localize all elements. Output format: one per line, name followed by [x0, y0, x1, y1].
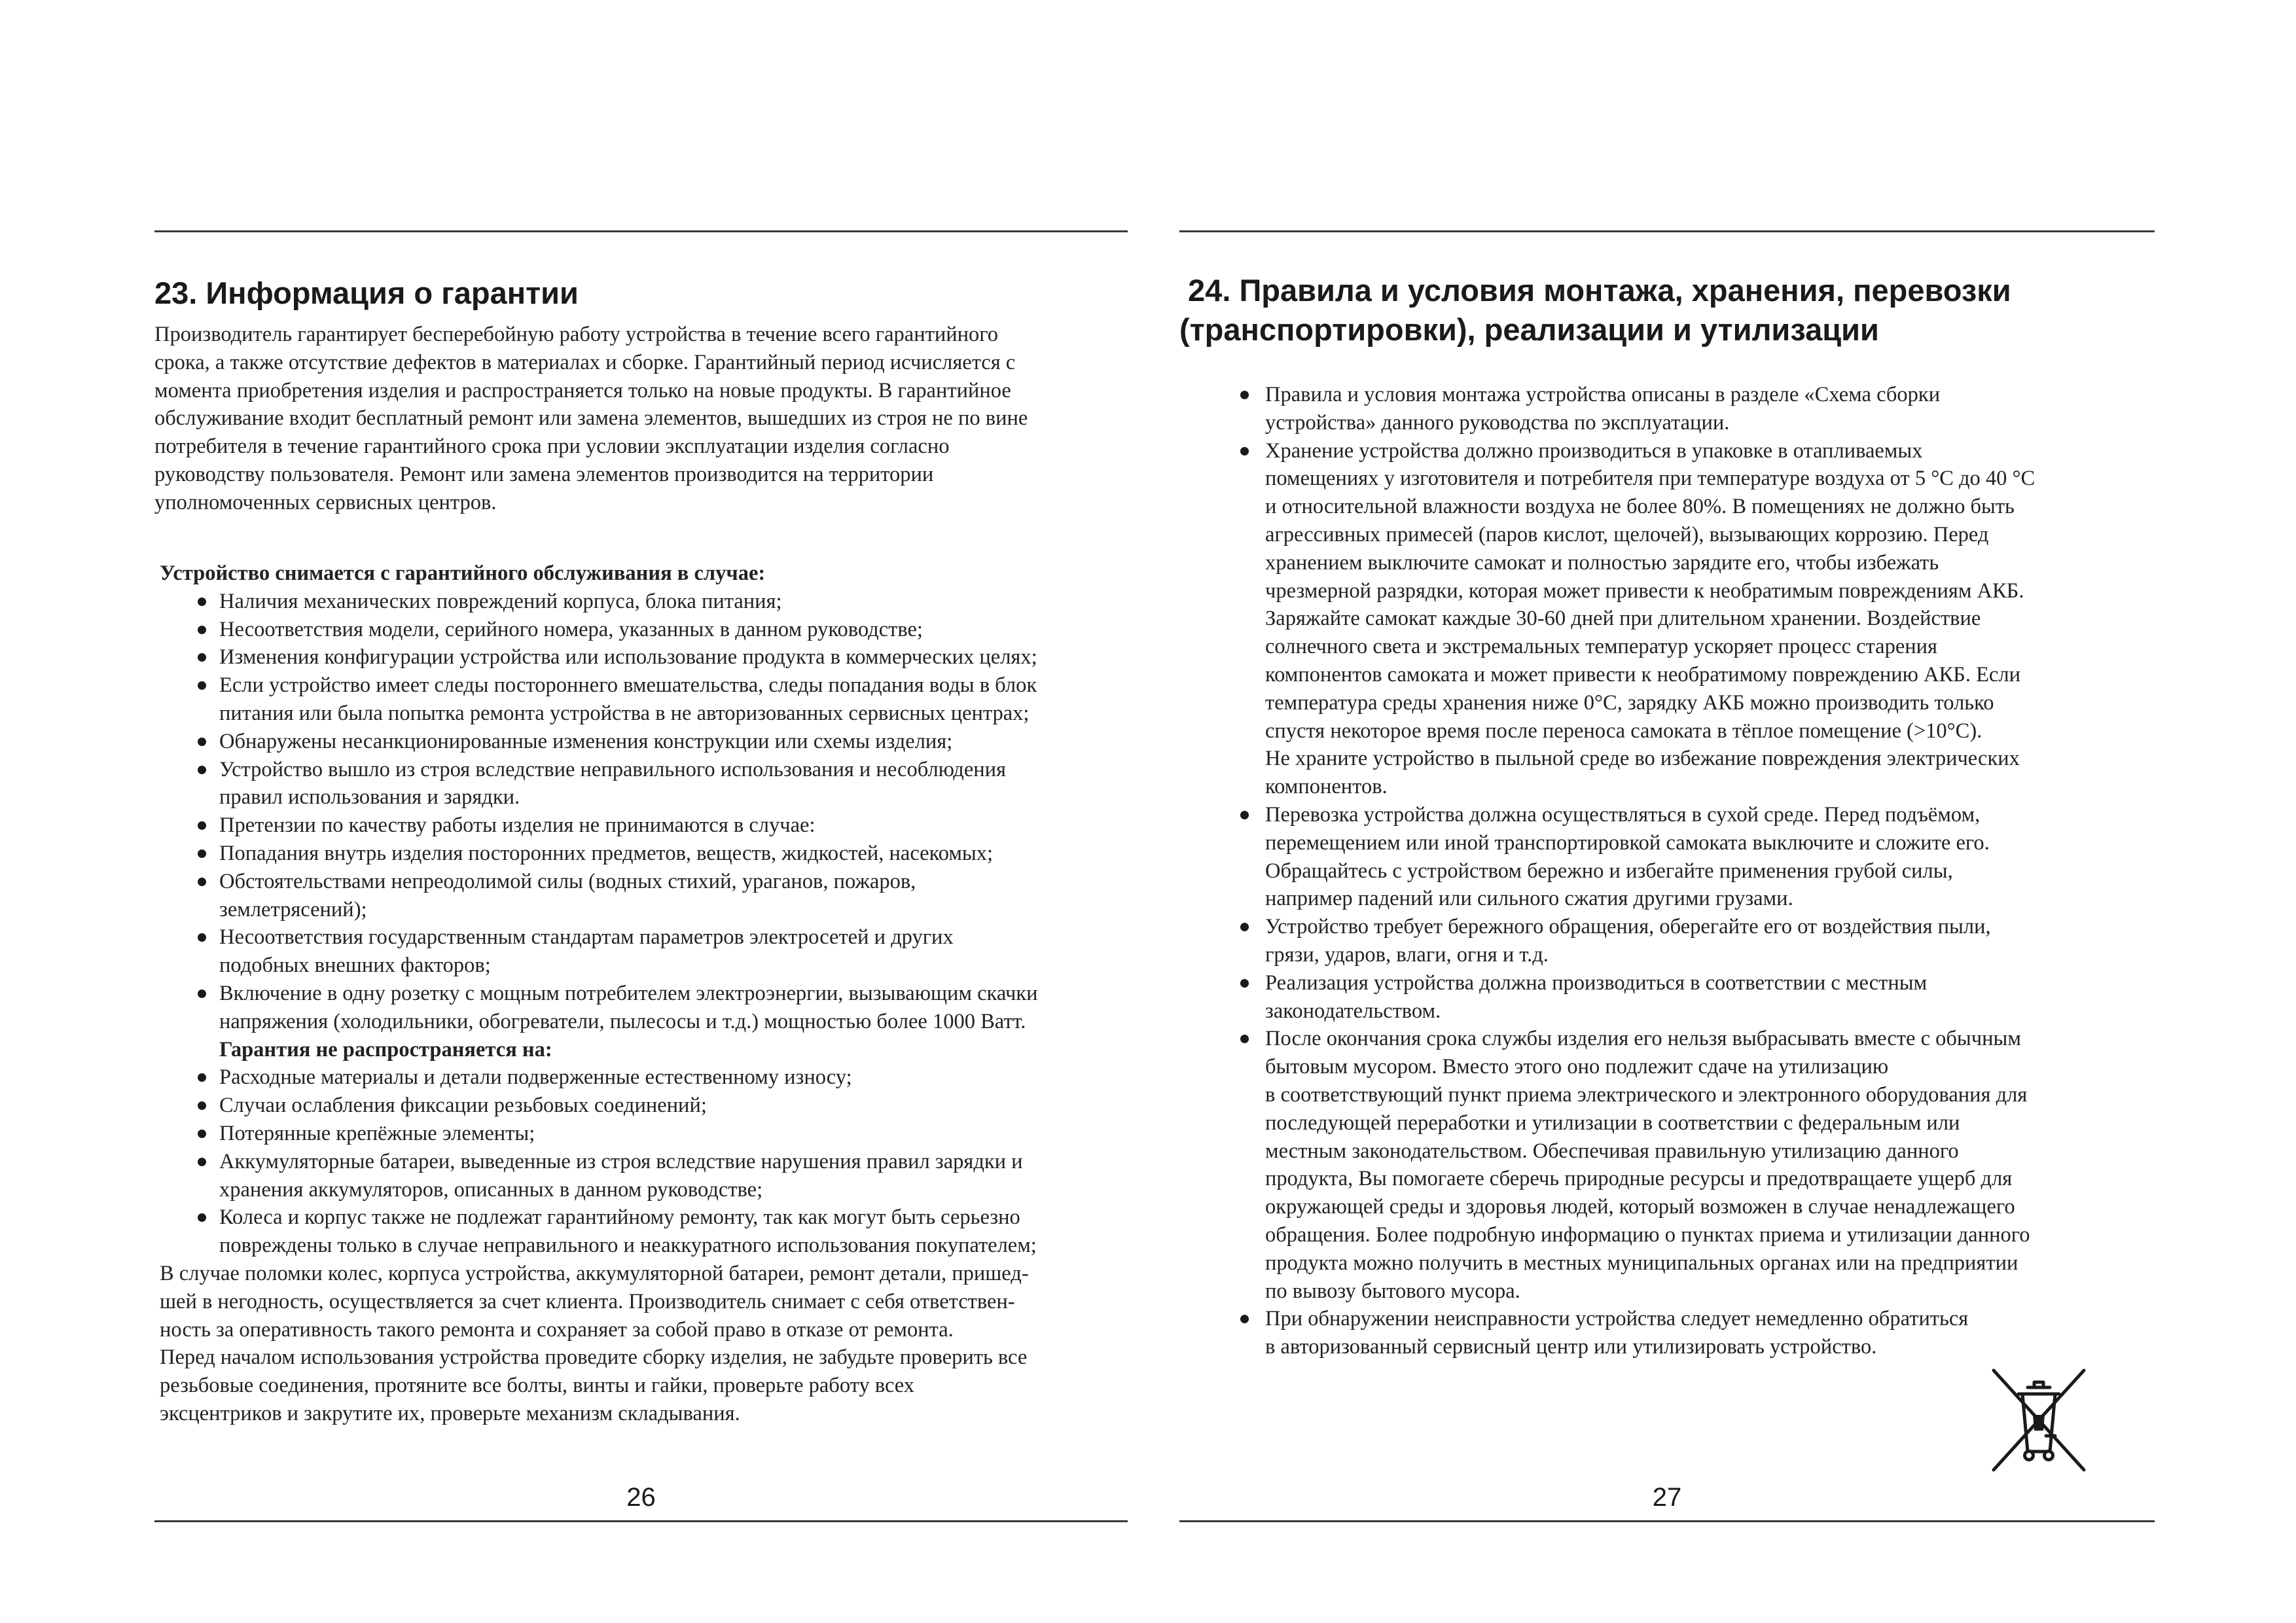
top-rule — [1179, 230, 2155, 232]
bottom-rule — [154, 1520, 1128, 1522]
list-item: Случаи ослабления фиксации резьбовых соединений; — [160, 1092, 1128, 1120]
warranty-intro — [154, 321, 1130, 517]
list-item: Изменения конфигурации устройства или использование продукта в коммерческих целях; — [160, 643, 1128, 671]
section-24-heading: 24. Правила и условия монтажа, хранения, перевозки (транспортировки), реализации и утилизации — [1179, 273, 2011, 347]
crossed-out-wheelie-bin-icon — [1990, 1368, 2088, 1472]
list-item: Реализация устройства должна производиться в соответствии с местным законодательством. — [1206, 969, 2148, 1026]
exclusion-list — [160, 588, 1128, 1036]
list-item: Попадания внутрь изделия посторонних предметов, веществ, жидкостей, насекомых; — [160, 840, 1128, 868]
not-covered-list — [160, 1063, 1128, 1260]
page-26 — [154, 0, 1128, 1623]
intro-line: руководству пользователя. Ремонт или замена элементов производится на территории — [154, 462, 934, 486]
intro-line: потребителя в течение гарантийного срока при условии эксплуатации изделия согласно — [154, 435, 950, 459]
list-item: Хранение устройства должно производиться в упаковке в отапливаемых помещениях у изготовителя и потребителя при температуре воздуха от 5 °С до 40 °С и относительной влажности воздуха не более 80%. В помещениях не должно быть агрессивных примесей (паров кислот, щелочей), вызывающих коррозию. Перед хранением выключите самокат и полностью зарядите его, чтобы избежать чрезмерной разрядки, которая может привести к необратимым повреждениям АКБ. Заряжайте самокат каждые 30-60 дней при длительном хранении. Воздействие солнечного света и экстремальных температур ускоряет процесс старения компонентов самоката и может привести к необратимому повреждению АКБ. Если температура среды хранения ниже 0°С, зарядку АКБ можно производить только спустя некоторое время после переноса самоката в тёплое помещение (>10°С). Не храните устройство в пыльной среде во избежание повреждения электрических компонентов. — [1206, 437, 2148, 801]
list-item: После окончания срока службы изделия его нельзя выбрасывать вместе с обычным бытовым мусором. Вместо этого оно подлежит сдаче на утилизацию в соответствующий пункт приема электрического и электронного оборудования для последующей переработки и утилизации в соответствии с федеральным или местным законодательством. Обеспечивая правильную утилизацию данного продукта, Вы помогаете сберечь природные ресурсы и предотвращаете ущерб для окружающей среды и здоровья людей, который возможен в случае ненадлежащего обращения. Более подробную информацию о пунктах приема и утилизации данного продукта можно получить в местных муниципальных органах или на предприятии по вывозу бытового мусора. — [1206, 1025, 2148, 1305]
list-item: Несоответствия модели, серийного номера, указанных в данном руководстве; — [160, 616, 1128, 644]
list-item: Перевозка устройства должна осуществляться в сухой среде. Перед подъёмом, перемещением или иной транспортировкой самоката выключите и сложите его. Обращайтесь с устройством бережно и избегайте применения грубой силы, например падений или сильного сжатия другими грузами. — [1206, 801, 2148, 913]
bottom-rule — [1179, 1520, 2155, 1522]
top-rule — [154, 230, 1128, 232]
rules-list — [1206, 381, 2148, 1361]
list-item: Колеса и корпус также не подлежат гарантийному ремонту, так как могут быть серьезно повреждены только в случае неправильного и неаккуратного использования покупателем; — [160, 1204, 1128, 1260]
list-item: При обнаружении неисправности устройства следует немедленно обратиться в авторизованный сервисный центр или утилизировать устройство. — [1206, 1305, 2148, 1361]
list-item: Претензии по качеству работы изделия не принимаются в случае: — [160, 812, 1128, 840]
list-item: Обстоятельствами непреодолимой силы (водных стихий, ураганов, пожаров, землетрясений); — [160, 868, 1128, 924]
list-item: Наличия механических повреждений корпуса, блока питания; — [160, 588, 1128, 616]
list-item: Обнаружены несанкционированные изменения конструкции или схемы изделия; — [160, 728, 1128, 756]
intro-line: момента приобретения изделия и распространяется только на новые продукты. В гарантийное — [154, 378, 1011, 402]
list-item: Включение в одну розетку с мощным потребителем электроэнергии, вызывающим скачки напряжения (холодильники, обогреватели, пылесосы и т.д.) мощностью более 1000 Ватт. — [160, 980, 1128, 1036]
list-item: Расходные материалы и детали подверженные естественному износу; — [160, 1063, 1128, 1092]
intro-line: Производитель гарантирует бесперебойную работу устройства в течение всего гарантийного — [154, 323, 999, 346]
exclusion-title: Устройство снимается с гарантийного обслуживания в случае: — [160, 562, 766, 585]
list-item: Если устройство имеет следы постороннего вмешательства, следы попадания воды в блок питания или была попытка ремонта устройства в не авторизованных сервисных центрах; — [160, 671, 1128, 728]
intro-line: срока, а также отсутствие дефектов в материалах и сборке. Гарантийный период исчисляется с — [154, 350, 1016, 374]
rules-list-container — [1206, 381, 2148, 1361]
list-item: Устройство вышло из строя вследствие неправильного использования и несоблюдения правил использования и зарядки. — [160, 756, 1128, 812]
closing-paragraph: В случае поломки колес, корпуса устройства, аккумуляторной батареи, ремонт детали, пришед- шей в негодность, осуществляется за счет клиента. Производитель снимает с себя ответствен- ность за оперативность такого ремонта и сохраняет за собой право в отказе от ремонта. Перед началом использования устройства проведите сборку изделия, не забудьте проверить все резьбовые соединения, протяните все болты, винты и гайки, проверьте работу всех эксцентриков и закрутите их, проверьте механизм складывания. — [160, 1261, 1029, 1425]
section-23-heading: 23. Информация о гарантии — [154, 276, 579, 310]
warranty-conditions — [160, 560, 1128, 1428]
list-item: Аккумуляторные батареи, выведенные из строя вследствие нарушения правил зарядки и хранения аккумуляторов, описанных в данном руководстве; — [160, 1148, 1128, 1204]
page-27 — [1179, 0, 2155, 1623]
intro-line: обслуживание входит бесплатный ремонт или замена элементов, вышедших из строя не по вине — [154, 406, 1028, 431]
list-item: Потерянные крепёжные элементы; — [160, 1120, 1128, 1148]
list-item: Устройство требует бережного обращения, оберегайте его от воздействия пыли, грязи, ударов, влаги, огня и т.д. — [1206, 913, 2148, 969]
list-item: Правила и условия монтажа устройства описаны в разделе «Схема сборки устройства» данного руководства по эксплуатации. — [1206, 381, 2148, 437]
page-number: 27 — [1652, 1483, 1682, 1512]
not-covered-title: Гарантия не распространяется на: — [219, 1037, 552, 1061]
list-item: Несоответствия государственным стандартам параметров электросетей и других подобных внешних факторов; — [160, 923, 1128, 980]
page-number: 26 — [626, 1483, 656, 1512]
intro-line: уполномоченных сервисных центров. — [154, 490, 497, 514]
